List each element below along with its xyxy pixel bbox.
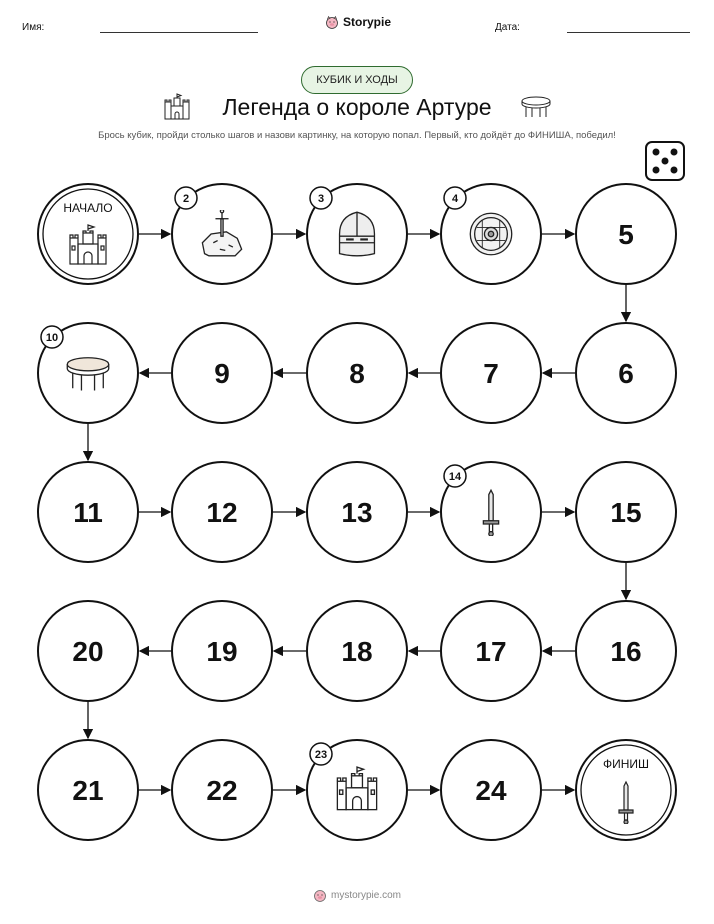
board-cell: [307, 184, 407, 284]
cell-number-badge: 10: [45, 332, 59, 344]
board-cell: [307, 740, 407, 840]
cell-number: 8: [349, 358, 365, 389]
board-cell: [307, 462, 407, 562]
cell-number: 7: [483, 358, 499, 389]
footer: [0, 888, 714, 902]
pig-icon: [313, 888, 327, 902]
board-cell: [576, 601, 676, 701]
cell-number: 12: [206, 497, 238, 528]
cell-number: 20: [72, 636, 104, 667]
board-cell: [172, 184, 272, 284]
board-cell: [441, 323, 541, 423]
brand-name: Storypie: [343, 15, 392, 29]
cell-number: 22: [206, 775, 238, 806]
cell-number: 6: [618, 358, 634, 389]
board-cell: [38, 740, 138, 840]
cell-number: 17: [475, 636, 507, 667]
board-cell: [576, 462, 676, 562]
board-cell: [576, 184, 676, 284]
cell-number: 9: [214, 358, 230, 389]
board-cells: [38, 184, 676, 840]
board-cell: [307, 601, 407, 701]
board-cell: [172, 740, 272, 840]
instructions: Брось кубик, пройди столько шагов и назови картинку, на которую попал. Первый, кто дойдёт до ФИНИША, победил!: [98, 130, 616, 141]
cell-number-badge: 3: [317, 193, 325, 205]
board-cell: [441, 462, 541, 562]
cell-number: 5: [618, 219, 634, 250]
board-cell: [441, 740, 541, 840]
board-cell: [38, 323, 138, 423]
date-label: Дата:: [495, 22, 520, 33]
cell-number: 15: [610, 497, 642, 528]
board-cell: [172, 462, 272, 562]
cell-number-badge: 2: [182, 193, 190, 205]
page-title: Легенда о короле Артуре: [222, 94, 492, 120]
board-cell: [576, 323, 676, 423]
board-cell: [307, 323, 407, 423]
cell-number-badge: 23: [314, 749, 328, 761]
board-cell: [38, 601, 138, 701]
cell-number: 18: [341, 636, 373, 667]
cell-label: ФИНИШ: [602, 757, 650, 771]
cell-number: 13: [341, 497, 373, 528]
cell-number-badge: 4: [451, 193, 459, 205]
board-cell: [172, 323, 272, 423]
cell-number: 24: [475, 775, 507, 806]
cell-number: 16: [610, 636, 642, 667]
cell-label: НАЧАЛО: [63, 201, 113, 215]
category-badge: КУБИК И ХОДЫ: [301, 66, 413, 94]
cell-number: 21: [72, 775, 104, 806]
knight-helmet-icon: [340, 212, 375, 256]
board-cell: [38, 184, 138, 284]
round-shield-icon: [470, 213, 511, 254]
cell-number: 11: [73, 497, 103, 528]
board-cell: [441, 601, 541, 701]
name-label: Имя:: [22, 22, 45, 33]
board-cell: [172, 601, 272, 701]
footer-url[interactable]: mystorypie.com: [330, 889, 401, 901]
cell-number-badge: 14: [448, 471, 462, 483]
board-cell: [441, 184, 541, 284]
cell-number: 19: [206, 636, 238, 667]
board-cell: [576, 740, 676, 840]
board-cell: [38, 462, 138, 562]
